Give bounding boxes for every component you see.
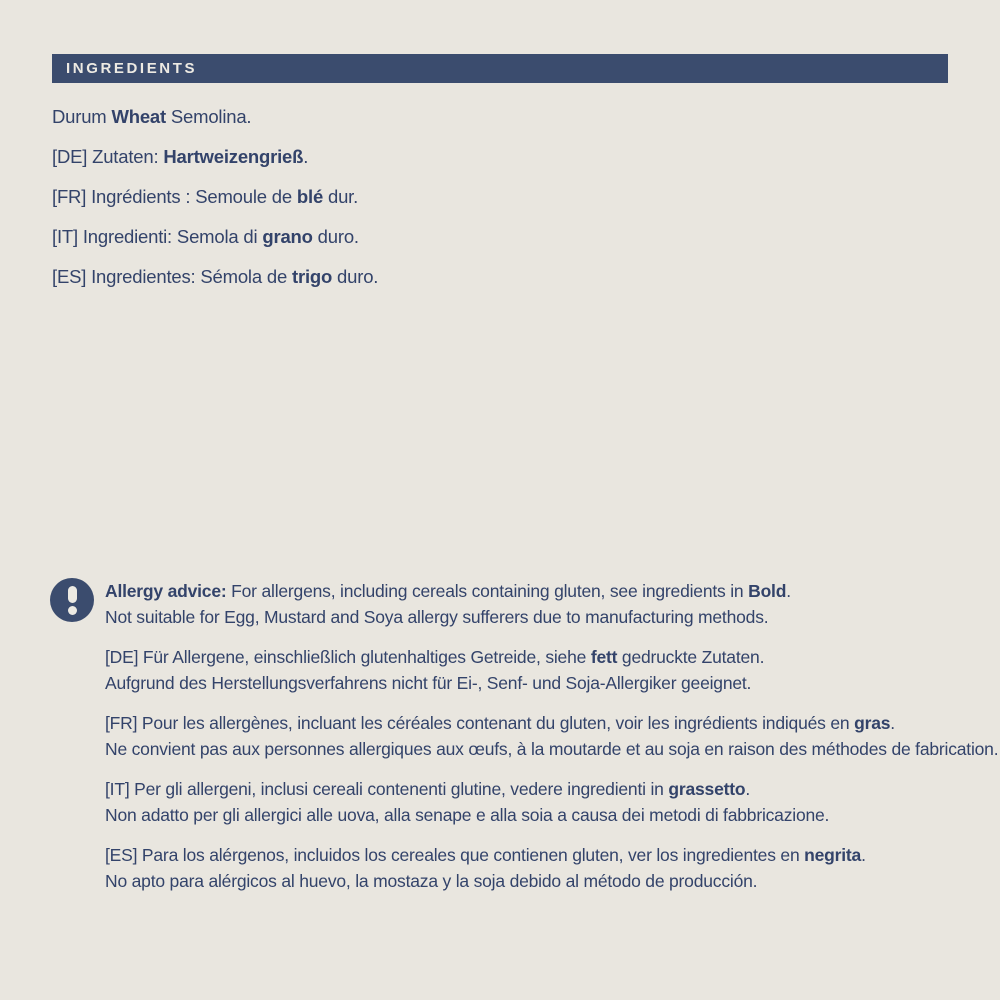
text-segment: [DE] Für Allergene, einschließlich glutenhaltiges Getreide, siehe (105, 647, 591, 667)
text-segment: [FR] Ingrédients : Semoule de (52, 186, 297, 207)
text-segment: For allergens, including cereals containing gluten, see ingredients in (226, 581, 749, 601)
text-segment: Ne convient pas aux personnes allergiques aux œufs, à la moutarde et au soja en raison des méthodes de fabrication. (105, 739, 999, 759)
allergy-line (105, 710, 998, 736)
text-segment: [IT] Per gli allergeni, inclusi cereali contenenti glutine, vedere ingredienti in (105, 779, 669, 799)
allergy-line (105, 842, 998, 868)
text-segment: No apto para alérgicos al huevo, la mostaza y la soja debido al método de producción. (105, 871, 758, 891)
ingredient-line (52, 97, 752, 137)
text-segment: . (303, 146, 309, 167)
allergy-line (105, 578, 998, 604)
ingredient-line (52, 137, 752, 177)
allergy-advice-section (50, 578, 999, 908)
text-segment: gedruckte Zutaten. (617, 647, 765, 667)
text-segment: [FR] Pour les allergènes, incluant les céréales contenant du gluten, voir les ingrédients indiqués en (105, 713, 855, 733)
text-segment-bold: grano (262, 226, 313, 247)
text-segment: Non adatto per gli allergici alle uova, alla senape e alla soia a causa dei metodi di fabbricazione. (105, 805, 830, 825)
text-segment-bold: Wheat (111, 106, 166, 127)
text-segment-bold: gras (854, 713, 891, 733)
ingredient-line (52, 217, 752, 257)
allergy-paragraph (105, 578, 998, 630)
exclamation-circle-icon (50, 578, 94, 622)
allergy-line (105, 644, 998, 670)
allergy-line (105, 604, 998, 630)
ingredients-list (52, 97, 752, 297)
text-segment: [DE] Zutaten: (52, 146, 164, 167)
allergy-line (105, 802, 998, 828)
text-segment: . (861, 845, 866, 865)
text-segment-bold: grassetto (668, 779, 746, 799)
ingredients-header-title: INGREDIENTS (66, 60, 198, 77)
allergy-paragraphs (105, 578, 998, 908)
exclamation-dot (68, 606, 77, 615)
text-segment-bold: blé (296, 186, 324, 207)
ingredients-header-bar (52, 54, 948, 83)
allergy-paragraph (105, 644, 998, 696)
text-segment: duro. (312, 226, 359, 247)
text-segment: dur. (323, 186, 359, 207)
text-segment-bold: Allergy advice: (105, 581, 227, 601)
text-segment: duro. (332, 266, 379, 287)
text-segment-bold: fett (590, 647, 618, 667)
allergy-line (105, 776, 998, 802)
text-segment-bold: trigo (292, 266, 333, 287)
text-segment: . (890, 713, 895, 733)
ingredient-line (52, 177, 752, 217)
text-segment: [ES] Ingredientes: Sémola de (52, 266, 292, 287)
text-segment: [IT] Ingredienti: Semola di (52, 226, 263, 247)
ingredient-line (52, 257, 752, 297)
text-segment-bold: Hartweizengrieß (163, 146, 304, 167)
allergy-paragraph (105, 842, 998, 894)
text-segment: Semolina. (165, 106, 252, 127)
exclamation-bar (68, 586, 77, 603)
text-segment: Not suitable for Egg, Mustard and Soya allergy sufferers due to manufacturing methods. (105, 607, 769, 627)
text-segment: . (786, 581, 791, 601)
text-segment-bold: Bold (748, 581, 787, 601)
text-segment: . (745, 779, 751, 799)
allergy-line (105, 670, 998, 696)
text-segment-bold: negrita (804, 845, 862, 865)
allergy-line (105, 868, 998, 894)
allergy-paragraph (105, 776, 998, 828)
text-segment: Aufgrund des Herstellungsverfahrens nicht für Ei-, Senf- und Soja-Allergiker geeignet. (105, 673, 752, 693)
text-segment: [ES] Para los alérgenos, incluidos los cereales que contienen gluten, ver los ingredientes en (105, 845, 805, 865)
text-segment: Durum (52, 106, 112, 127)
allergy-paragraph (105, 710, 998, 762)
allergy-line (105, 736, 998, 762)
